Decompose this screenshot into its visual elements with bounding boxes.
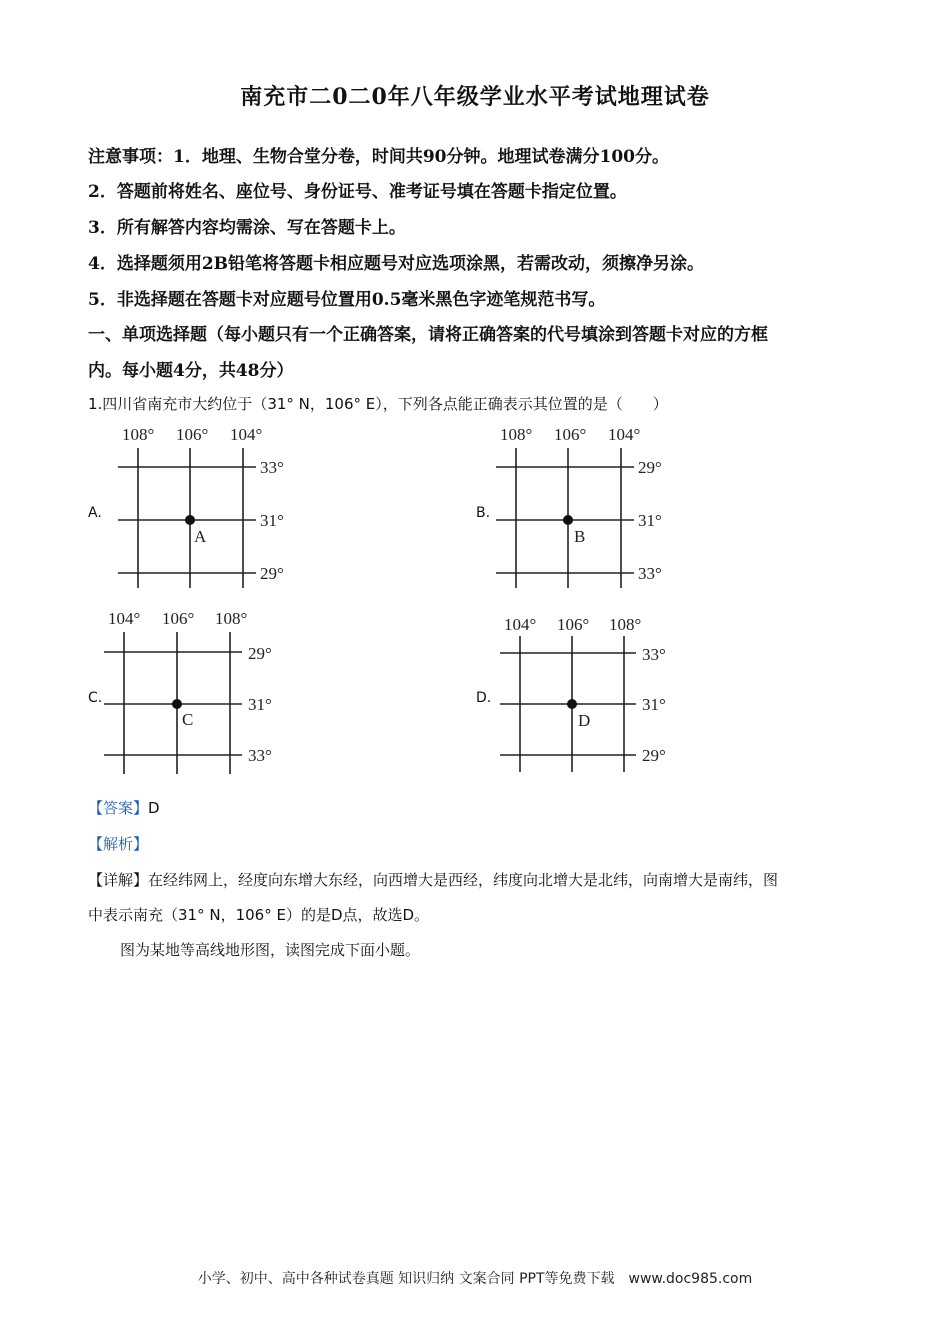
- lon-label: 108°: [609, 615, 642, 634]
- lat-label: 33°: [638, 564, 662, 583]
- lat-label: 29°: [248, 644, 272, 663]
- point-label: D: [578, 711, 591, 730]
- lat-label: 31°: [260, 511, 284, 530]
- option-d-grid: [490, 608, 700, 778]
- lon-label: 108°: [215, 609, 248, 628]
- lat-label: 31°: [248, 695, 272, 714]
- lon-label: 104°: [230, 425, 263, 444]
- section-heading-line1: 一、单项选择题（每小题只有一个正确答案，请将正确答案的代号填涂到答题卡对应的方框: [88, 325, 768, 345]
- lat-label: 33°: [248, 746, 272, 765]
- section-heading-line2: 内。每小题4分，共48分）: [88, 361, 294, 381]
- answer-line: [88, 797, 160, 818]
- question-1: 1.四川省南充市大约位于（31° N，106° E），下列各点能正确表示其位置的是（ ）: [88, 395, 668, 413]
- location-dot: [567, 699, 577, 709]
- intro-text: 图为某地等高线地形图，读图完成下面小题。: [120, 941, 421, 959]
- detail-text-1: 在经纬网上，经度向东增大东经，向西增大是西经，纬度向北增大是北纬，向南增大是南纬，图: [148, 871, 779, 889]
- lon-label: 108°: [122, 425, 155, 444]
- lon-label: 104°: [504, 615, 537, 634]
- option-d-label: D.: [476, 690, 492, 706]
- page-title: 南充市二0二0年八年级学业水平考试地理试卷: [240, 84, 710, 110]
- option-b-grid: [486, 420, 696, 594]
- note-4: 4．选择题须用2B铅笔将答题卡相应题号对应选项涂黑，若需改动，须擦净另涂。: [88, 254, 705, 274]
- option-c-label: C.: [88, 690, 103, 706]
- detail-line-2: 中表示南充（31° N，106° E）的是D点，故选D。: [88, 906, 430, 924]
- point-label: A: [194, 527, 207, 546]
- lon-label: 106°: [557, 615, 590, 634]
- location-dot: [172, 699, 182, 709]
- analysis-tag: 【解析】: [88, 835, 149, 853]
- lon-label: 106°: [162, 609, 195, 628]
- lat-label: 31°: [638, 511, 662, 530]
- lon-label: 104°: [608, 425, 641, 444]
- detail-tag: 【详解】: [88, 871, 149, 889]
- footer-text: 小学、初中、高中各种试卷真题 知识归纳 文案合同 PPT等免费下载 www.doc985.com: [197, 1271, 753, 1287]
- lon-label: 104°: [108, 609, 141, 628]
- option-a-label: A.: [88, 505, 102, 521]
- option-c-grid: [96, 604, 306, 780]
- answer-tag: 【答案】: [88, 799, 149, 817]
- location-dot: [563, 515, 573, 525]
- note-2: 2．答题前将姓名、座位号、身份证号、准考证号填在答题卡指定位置。: [88, 182, 627, 202]
- lat-label: 31°: [642, 695, 666, 714]
- lat-label: 29°: [638, 458, 662, 477]
- note-3: 3．所有解答内容均需涂、写在答题卡上。: [88, 218, 406, 238]
- lat-label: 33°: [260, 458, 284, 477]
- analysis-line: [88, 833, 148, 854]
- option-a-grid: [108, 420, 318, 594]
- detail-line-1: [88, 869, 868, 890]
- lon-label: 106°: [176, 425, 209, 444]
- lon-label: 108°: [500, 425, 533, 444]
- lon-label: 106°: [554, 425, 587, 444]
- answer-value: D: [148, 799, 160, 817]
- location-dot: [185, 515, 195, 525]
- note-1: 注意事项：1．地理、生物合堂分卷，时间共90分钟。地理试卷满分100分。: [88, 147, 669, 167]
- point-label: C: [182, 710, 194, 729]
- lat-label: 29°: [260, 564, 284, 583]
- note-5: 5．非选择题在答题卡对应题号位置用0.5毫米黑色字迹笔规范书写。: [88, 290, 606, 310]
- lat-label: 33°: [642, 645, 666, 664]
- lat-label: 29°: [642, 746, 666, 765]
- point-label: B: [574, 527, 586, 546]
- option-b-label: B.: [476, 505, 491, 521]
